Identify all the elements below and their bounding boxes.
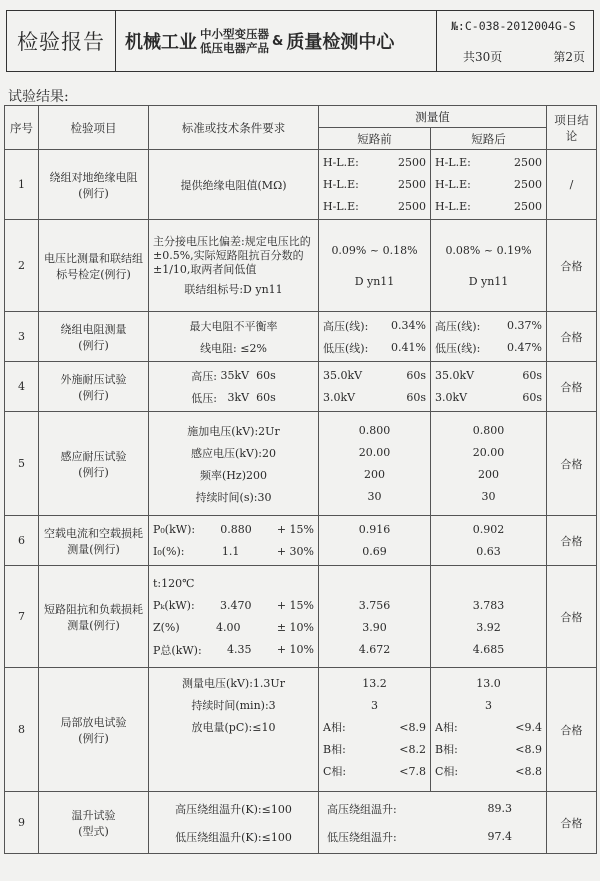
table-row: 4 外施耐压试验 (例行) 高压: 35kV 60s 低压: 3kV 60s 35.0kV 60s 3.0kV 60s 35.0kV 60s 3.0kV 60s 合格 (5, 362, 597, 412)
page-number: 第2页 (553, 50, 585, 64)
table-row: 9 温升试验 (型式) 高压绕组温升(K):≤100 低压绕组温升(K):≤100 高压绕组温升: 89.3 低压绕组温升: 97.4 合格 (5, 792, 597, 854)
report-title: 检验报告 (7, 11, 116, 71)
results-table: 序号 检验项目 标准或技术条件要求 测量值 项目结论 短路前 短路后 1 绕组对地绝缘电阻(例行) 提供绝缘电阻值(MΩ) H-L.E: 2500 H-L.E: 2500 H-L.E: 2500 H-L.E: 2500 H-L.E: 2500 H-L.E: 2500 / 2 电压比测量和联结组标号检定(例行) 主分接电压比偏差:规定电压比的±0.5%,实际短路阻抗百分数的±1/10,取两者间低值 联结组标号:D yn11 0.09% ~ 0.18% D yn11 0.08% ~ 0.19% D yn11 合格 3 绕组电阻测量 (例行) 最大电阻不平衡率 线电阻: ≤2% 高压(线): 0.34% 低压(线): 0.41% 高压(线): 0.37% 低压(线): 0.47% 合格 4 外施耐压试验 (例行) 高压: 35kV 60s 低压: 3kV 60s 35.0kV 60s 3.0kV 60s 35.0kV 60s 3.0kV 60s 合格 5 感应耐压试验 (例行) 施加电压(kV):2Ur 感应电压(kV):20 频率(Hz)200 持续时间(s):30 0.800 20.00 200 30 0.800 20.00 200 30 合格 6 空载电流和空载损耗测量(例行) P₀(kW): 0.880 + 15% I₀(%): 1.1 + 30% 0.916 0.69 0.902 0.63 合格 7 短路阻抗和负载损耗测量(例行) t:120℃ Pₖ(kW): 3.470 + 15% Z(%) 4.00 ± 10% P总(kW): 4.35 + 10% 3.756 3.90 4.672 3.783 3.92 4.685 合格 8 局部放电试验 (例行) 测量电压(kV):1.3Ur 持续时间(min):3 放电量(pC):≤10 13.2 3 A相: <8.9 B相: <8.2 C相: <7.8 13.0 3 A相: <9.4 B相: <8.9 C相: <8.8 合格 9 温升试验 (型式) 高压绕组温升(K):≤100 低压绕组温升(K):≤100 高压绕组温升: 89.3 低压绕组温升: 97.4 合格 (4, 105, 597, 854)
section-title: 试验结果: (8, 89, 69, 105)
table-row: 3 绕组电阻测量 (例行) 最大电阻不平衡率 线电阻: ≤2% 高压(线): 0.34% 低压(线): 0.41% 高压(线): 0.37% 低压(线): 0.47% 合格 (5, 312, 597, 362)
table-row: 1 绕组对地绝缘电阻(例行) 提供绝缘电阻值(MΩ) H-L.E: 2500 H-L.E: 2500 H-L.E: 2500 H-L.E: 2500 H-L.E: 2500 H-L.E: 2500 / (5, 150, 597, 220)
organization-name: 机械工业 中小型变压器 低压电器产品 & 质量检测中心 (115, 11, 437, 71)
report-number: №:C-038-2012004G-S (451, 19, 576, 33)
table-header-row: 序号 检验项目 标准或技术条件要求 测量值 项目结论 (5, 106, 597, 128)
table-row: 6 空载电流和空载损耗测量(例行) P₀(kW): 0.880 + 15% I₀(%): 1.1 + 30% 0.916 0.69 0.902 0.63 合格 (5, 516, 597, 566)
table-row: 5 感应耐压试验 (例行) 施加电压(kV):2Ur 感应电压(kV):20 频率(Hz)200 持续时间(s):30 0.800 20.00 200 30 0.800 20.00 200 30 合格 (5, 412, 597, 516)
table-row: 2 电压比测量和联结组标号检定(例行) 主分接电压比偏差:规定电压比的±0.5%,实际短路阻抗百分数的±1/10,取两者间低值 联结组标号:D yn11 0.09% ~ 0.18% D yn11 0.08% ~ 0.19% D yn11 合格 (5, 220, 597, 312)
total-pages: 共30页 (463, 50, 503, 64)
report-header (6, 10, 594, 72)
table-row: 8 局部放电试验 (例行) 测量电压(kV):1.3Ur 持续时间(min):3 放电量(pC):≤10 13.2 3 A相: <8.9 B相: <8.2 C相: <7.8 13.0 3 A相: <9.4 B相: <8.9 C相: <8.8 合格 (5, 668, 597, 792)
table-row: 7 短路阻抗和负载损耗测量(例行) t:120℃ Pₖ(kW): 3.470 + 15% Z(%) 4.00 ± 10% P总(kW): 4.35 + 10% 3.756 3.90 4.672 3.783 3.92 4.685 合格 (5, 566, 597, 668)
